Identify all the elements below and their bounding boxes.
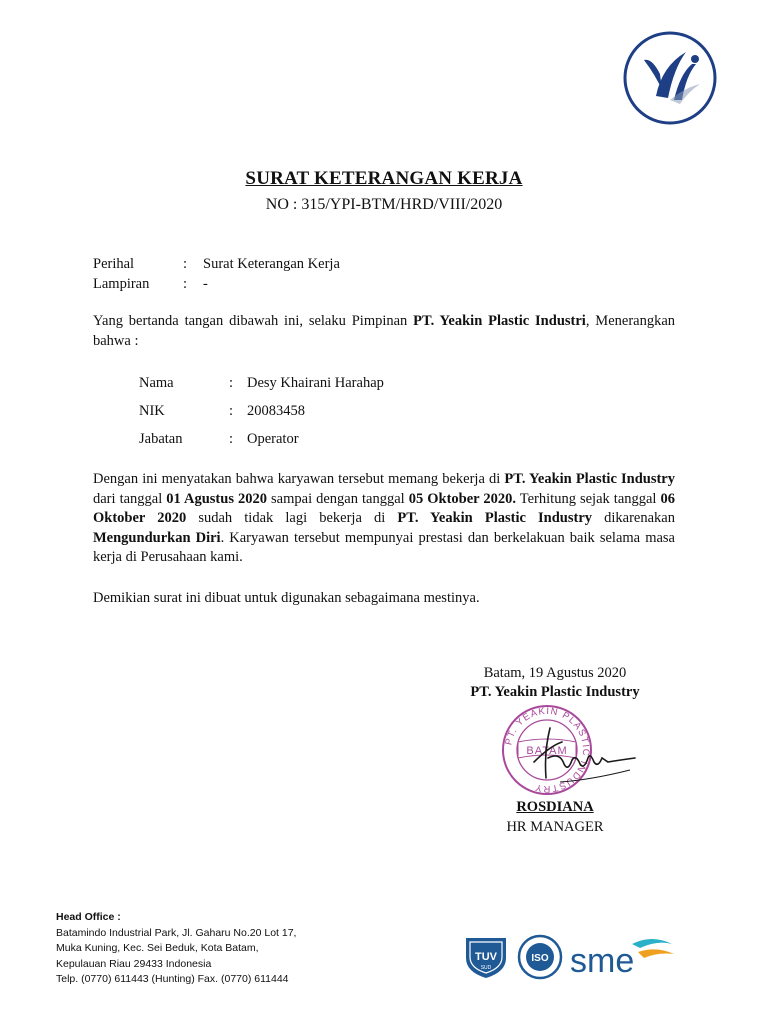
statement-text: Dengan ini menyatakan bahwa karyawan tersebut memang bekerja di — [93, 471, 505, 487]
tuv-logo-icon — [466, 938, 506, 978]
employee-position-label: Jabatan — [139, 430, 183, 447]
employee-nik-label: NIK — [139, 402, 165, 419]
attachment-colon: : — [183, 276, 188, 292]
contact-line: Telp. (0770) 611443 (Hunting) Fax. (0770) 611444 — [56, 973, 289, 985]
tuv-text: TUV — [475, 951, 497, 963]
iso-logo-icon — [519, 936, 561, 978]
statement-text: sudah tidak lagi bekerja di — [186, 510, 398, 526]
statement-text: Terhitung sejak tanggal — [516, 490, 661, 507]
subject-colon: : — [183, 256, 188, 272]
statement-end-date: 05 Oktober 2020. — [408, 490, 517, 507]
employee-nik-value: 20083458 — [247, 402, 305, 419]
tuv-sub-text: SUD — [480, 965, 492, 971]
intro-text-2: , Menerangkan bahwa : — [93, 313, 676, 349]
statement-effective-date: 06 Oktober 2020 — [93, 490, 675, 526]
employee-position-value: Operator — [247, 430, 299, 447]
employee-position-colon: : — [229, 430, 234, 447]
subject-value: Surat Keterangan Kerja — [203, 256, 340, 272]
letter-meta — [93, 254, 340, 294]
attachment-value: - — [203, 276, 208, 292]
signature-header — [430, 664, 680, 702]
intro-paragraph — [93, 312, 675, 351]
employee-name-value: Desy Khairani Harahap — [247, 374, 384, 391]
iso-text: ISO — [531, 953, 549, 964]
statement-paragraph — [93, 470, 675, 568]
head-office-address — [56, 910, 296, 988]
employee-name-label: Nama — [139, 374, 174, 391]
statement-reason: Mengundurkan Diri — [93, 529, 221, 546]
document-number: NO : 315/YPI-BTM/HRD/VIII/2020 — [265, 196, 503, 213]
statement-company: PT. Yeakin Plastic Industry — [397, 510, 593, 526]
address-line: Kepulauan Riau 29433 Indonesia — [56, 957, 212, 970]
company-logo-icon — [622, 30, 718, 126]
sme-text: sme — [570, 942, 635, 980]
signer-title: HR MANAGER — [506, 819, 604, 835]
statement-start-date: 01 Agustus 2020 — [166, 490, 267, 507]
statement-text: sampai dengan tanggal — [267, 490, 409, 507]
signer-name: ROSDIANA — [516, 799, 594, 815]
head-office-heading: Head Office : — [56, 911, 121, 923]
intro-company: PT. Yeakin Plastic Industri — [413, 313, 586, 329]
employee-nik-colon: : — [229, 402, 234, 419]
subject-label: Perihal — [93, 256, 135, 272]
address-line: Batamindo Industrial Park, Jl. Gaharu No.20 Lot 17, — [56, 926, 297, 939]
signature-company: PT. Yeakin Plastic Industry — [470, 684, 640, 700]
place-date: Batam, 19 Agustus 2020 — [483, 665, 627, 681]
statement-text: dikarenakan — [592, 510, 675, 526]
document-title: SURAT KETERANGAN KERJA — [245, 168, 523, 189]
attachment-label: Lampiran — [93, 276, 150, 292]
statement-text: . Karyawan tersebut mempunyai prestasi dan berkelakuan baik selama masa kerja di Perusahaan kami. — [93, 529, 675, 565]
sme-logo-icon — [570, 939, 674, 980]
address-line: Muka Kuning, Kec. Sei Beduk, Kota Batam, — [56, 942, 259, 954]
employee-name-colon: : — [229, 374, 234, 391]
stamp-ring-text: PT. YEAKIN PLASTIC INDUSTRY — [503, 705, 592, 795]
statement-text: dari tanggal — [93, 490, 167, 507]
company-stamp-signature — [490, 702, 640, 798]
employee-details — [139, 369, 384, 453]
certification-logos — [462, 930, 678, 982]
stamp-center-text: BATAM — [526, 745, 568, 757]
statement-company: PT. Yeakin Plastic Industry — [504, 471, 675, 487]
closing-paragraph: Demikian surat ini dibuat untuk digunakan sebagaimana mestinya. — [93, 590, 480, 606]
intro-text-1: Yang bertanda tangan dibawah ini, selaku Pimpinan — [93, 313, 414, 329]
